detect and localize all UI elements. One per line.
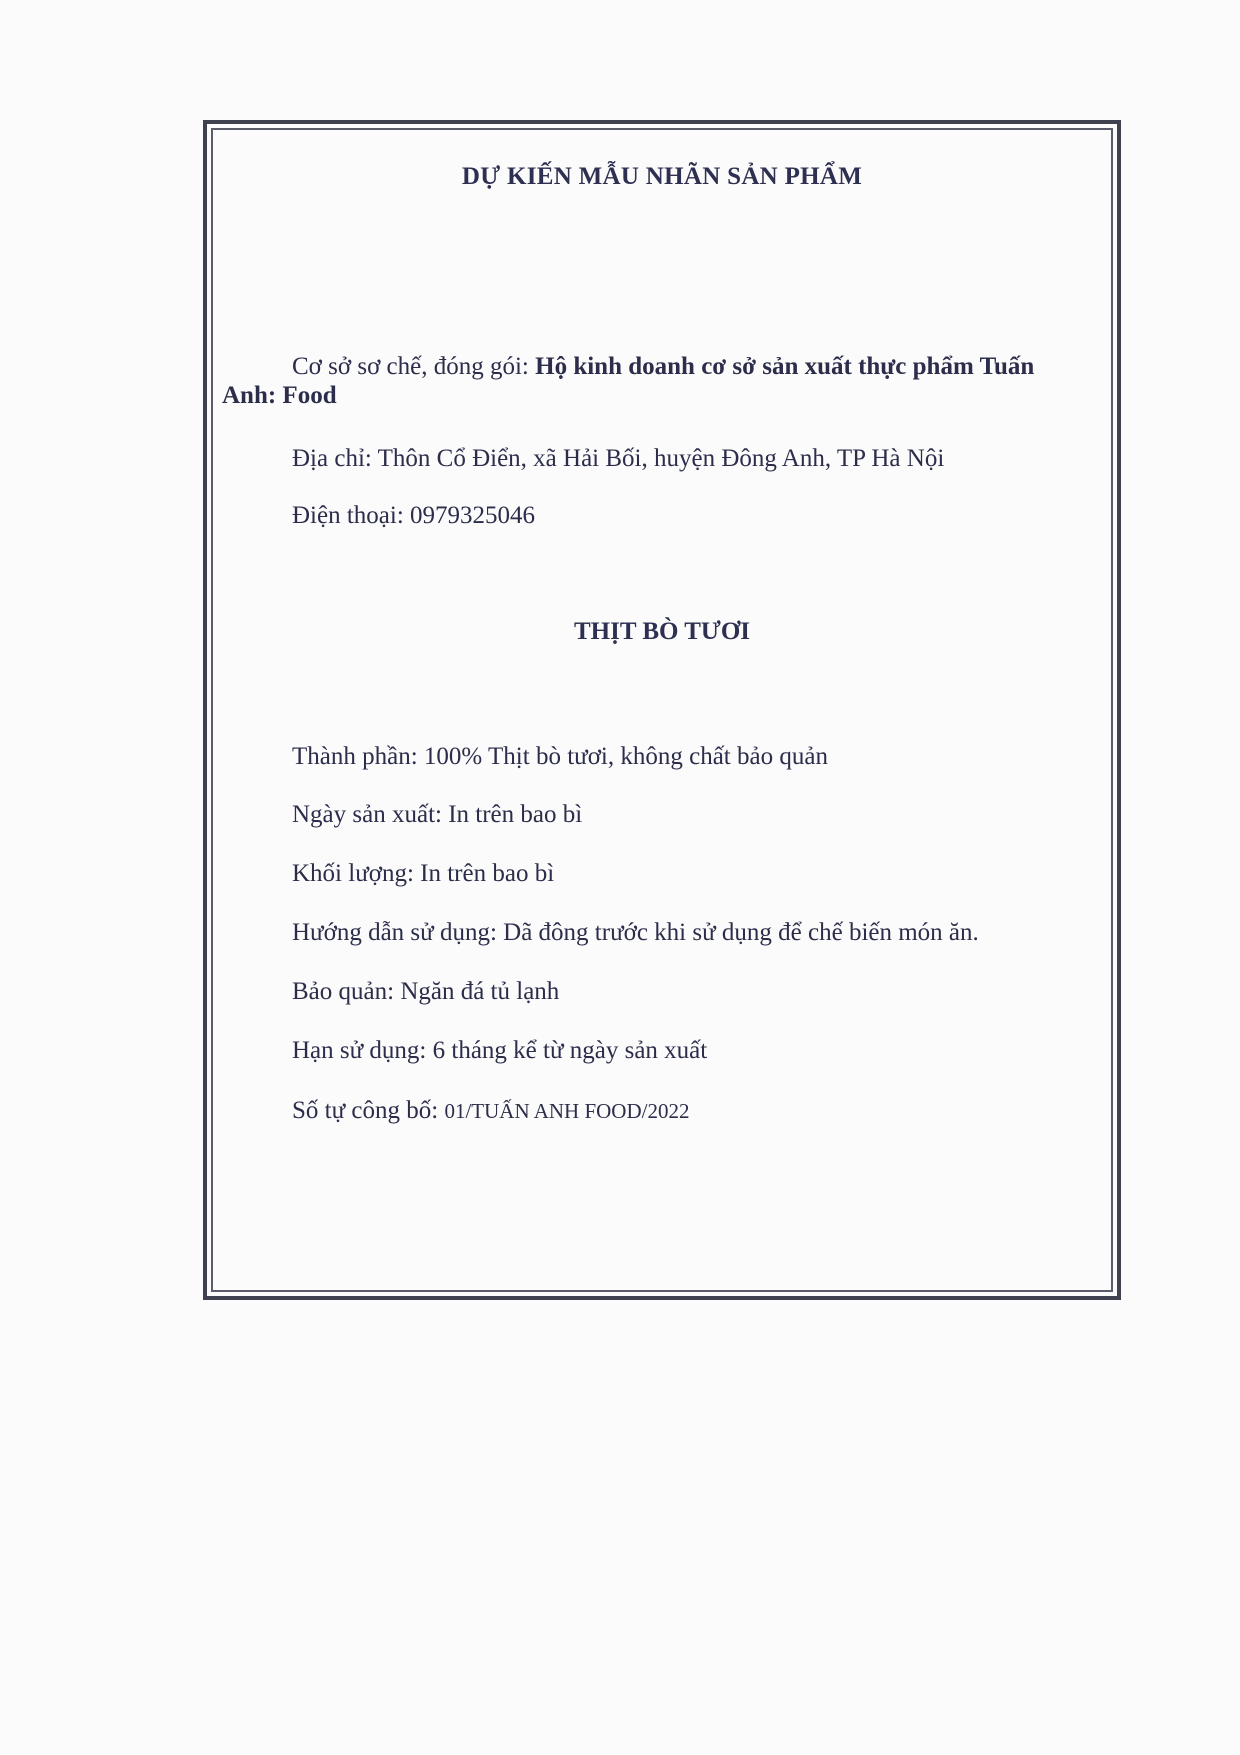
expiry-line: Hạn sử dụng: 6 tháng kể từ ngày sản xuất [292,1037,708,1064]
phone-line: Điện thoại: 0979325046 [292,502,536,529]
document-title: DỰ KIẾN MẪU NHÃN SẢN PHẨM [461,163,863,190]
facility-line-1 [292,352,1034,381]
facility-name-part1: Hộ kinh doanh cơ sở sản xuất thực phẩm Tuấn [535,353,1035,380]
storage-line: Bảo quản: Ngăn đá tủ lạnh [292,978,560,1005]
declaration-number: 01/TUẤN ANH FOOD/2022 [444,1099,690,1123]
weight-line: Khối lượng: In trên bao bì [292,860,555,887]
ingredients-line: Thành phần: 100% Thịt bò tươi, không chất bảo quản [292,743,828,770]
facility-line-2 [222,381,337,410]
production-date-line: Ngày sản xuất: In trên bao bì [292,801,583,828]
address-line: Địa chỉ: Thôn Cổ Điển, xã Hải Bối, huyện Đông Anh, TP Hà Nội [292,445,945,472]
declaration-line [292,1096,689,1126]
declaration-label: Số tự công bố: [292,1097,445,1124]
facility-label: Cơ sở sơ chế, đóng gói: [292,353,536,380]
usage-line: Hướng dẫn sử dụng: Dã đông trước khi sử dụng để chế biến món ăn. [292,919,979,946]
facility-name-part2: Anh: Food [222,382,337,409]
product-name: THỊT BÒ TƯƠI [574,618,750,645]
